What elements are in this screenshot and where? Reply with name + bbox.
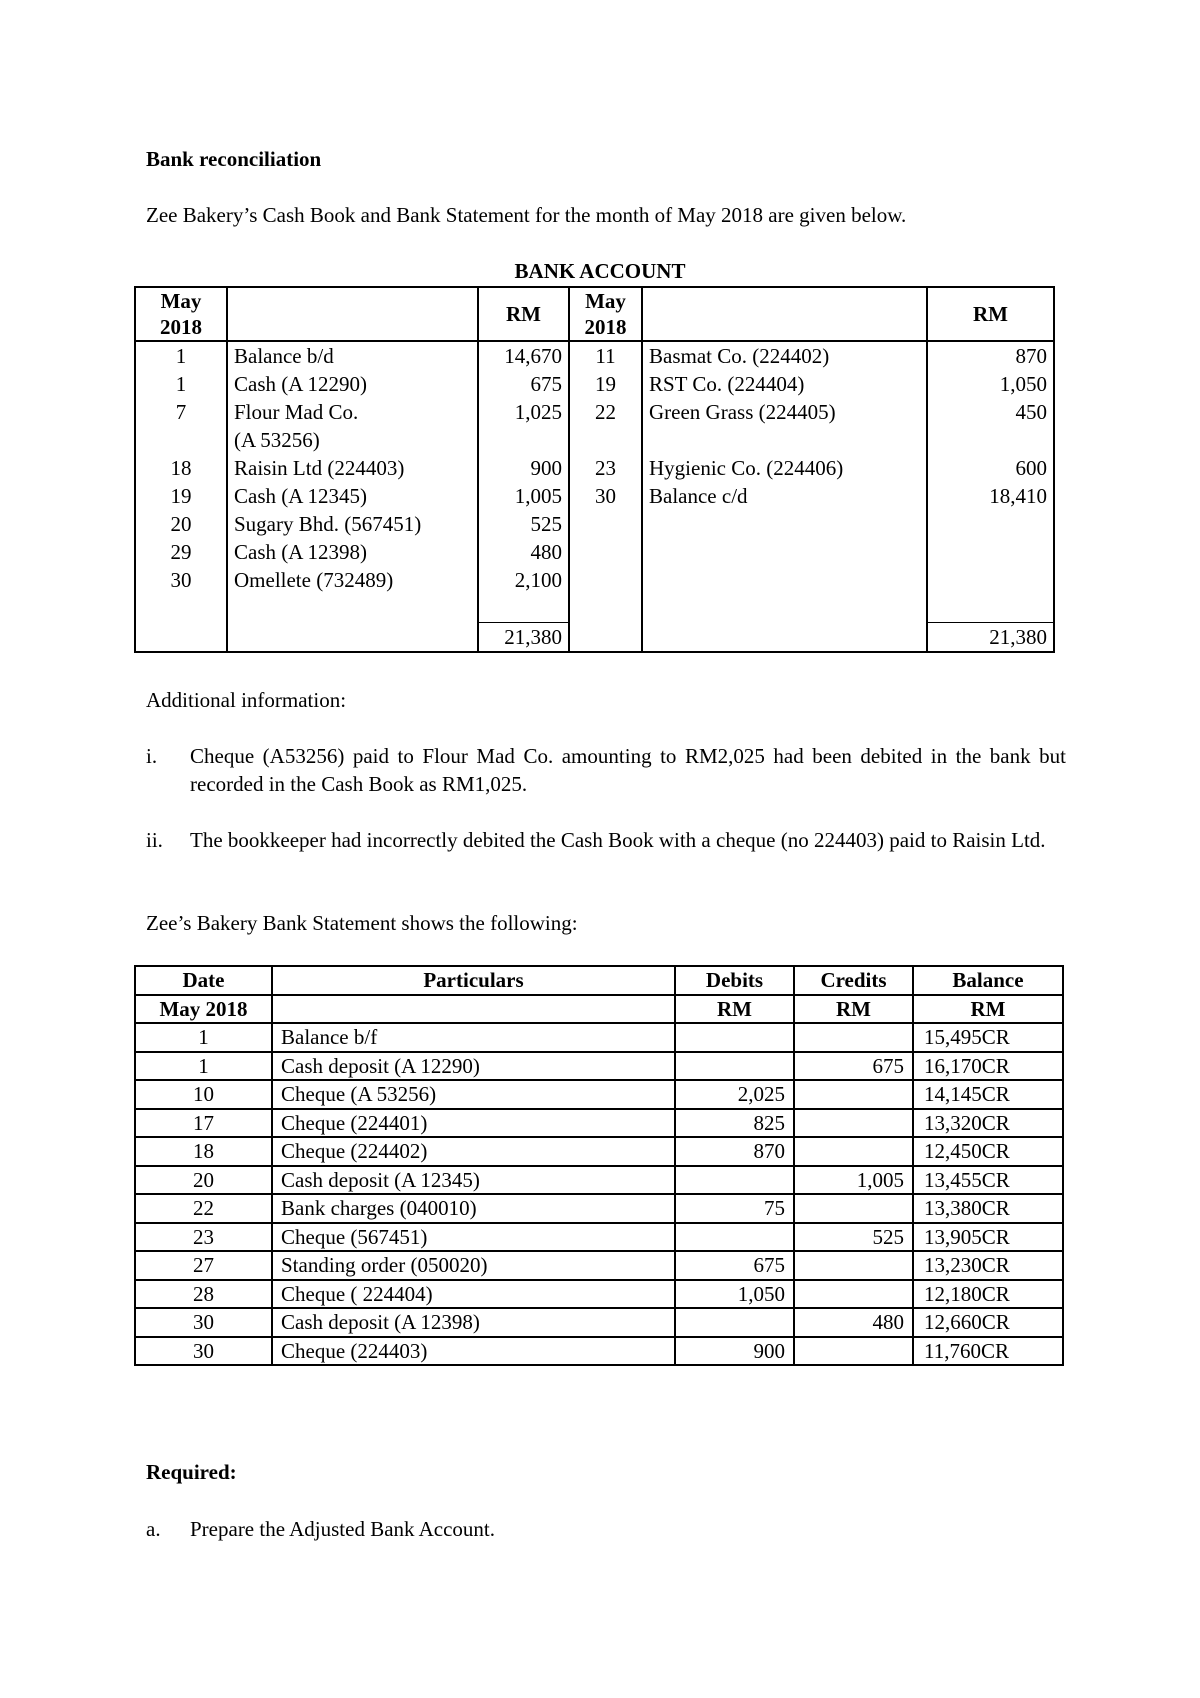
debit-date: 29 xyxy=(135,538,227,566)
credit-description xyxy=(642,566,927,594)
debit-date-header xyxy=(135,287,227,341)
statement-debit xyxy=(675,1223,794,1252)
statement-particulars: Cheque (224402) xyxy=(272,1137,675,1166)
header-month: May xyxy=(585,289,626,313)
statement-debit: 900 xyxy=(675,1337,794,1366)
account-row xyxy=(135,341,1054,370)
subheader-date: May 2018 xyxy=(135,995,272,1024)
statement-row xyxy=(135,1109,1063,1138)
credit-description xyxy=(642,426,927,454)
statement-debit: 2,025 xyxy=(675,1080,794,1109)
statement-row xyxy=(135,1251,1063,1280)
credit-description: Green Grass (224405) xyxy=(642,398,927,426)
debit-date xyxy=(135,426,227,454)
header-year: 2018 xyxy=(584,315,627,339)
debit-date: 1 xyxy=(135,370,227,398)
credit-date: 22 xyxy=(569,398,642,426)
credit-date: 19 xyxy=(569,370,642,398)
account-row xyxy=(135,482,1054,510)
statement-credit xyxy=(794,1137,913,1166)
credit-description xyxy=(642,538,927,566)
debit-date: 30 xyxy=(135,566,227,594)
statement-balance: 13,230CR xyxy=(913,1251,1063,1280)
total-blank xyxy=(642,623,927,653)
subheader-particulars xyxy=(272,995,675,1024)
credit-description: Hygienic Co. (224406) xyxy=(642,454,927,482)
statement-row xyxy=(135,1023,1063,1052)
statement-credit xyxy=(794,1109,913,1138)
statement-date: 30 xyxy=(135,1337,272,1366)
debit-description: Flour Mad Co. xyxy=(227,398,478,426)
statement-credit xyxy=(794,1023,913,1052)
account-row xyxy=(135,566,1054,594)
statement-debit xyxy=(675,1023,794,1052)
debit-amount: 2,100 xyxy=(478,566,569,594)
statement-debit xyxy=(675,1052,794,1081)
credit-amount: 870 xyxy=(927,341,1054,370)
account-spacer-row xyxy=(135,594,1054,623)
credit-date-header xyxy=(569,287,642,341)
statement-credit: 675 xyxy=(794,1052,913,1081)
debit-amount: 1,025 xyxy=(478,398,569,426)
credit-date: 11 xyxy=(569,341,642,370)
subheader-balance: RM xyxy=(913,995,1063,1024)
spacer-cell xyxy=(927,594,1054,623)
statement-balance: 11,760CR xyxy=(913,1337,1063,1366)
col-header-balance: Balance xyxy=(913,966,1063,995)
credit-description: Balance c/d xyxy=(642,482,927,510)
total-blank xyxy=(227,623,478,653)
credit-amount xyxy=(927,538,1054,566)
debit-desc-header xyxy=(227,287,478,341)
debit-amount: 675 xyxy=(478,370,569,398)
statement-debit: 870 xyxy=(675,1137,794,1166)
statement-particulars: Cash deposit (A 12345) xyxy=(272,1166,675,1195)
account-row xyxy=(135,454,1054,482)
statement-date: 28 xyxy=(135,1280,272,1309)
note-number: ii. xyxy=(146,828,163,852)
credit-desc-header xyxy=(642,287,927,341)
account-row xyxy=(135,398,1054,426)
statement-row xyxy=(135,1337,1063,1366)
credit-total: 21,380 xyxy=(927,623,1054,653)
statement-date: 27 xyxy=(135,1251,272,1280)
statement-row xyxy=(135,1308,1063,1337)
account-row xyxy=(135,538,1054,566)
debit-date: 20 xyxy=(135,510,227,538)
credit-date xyxy=(569,426,642,454)
statement-balance: 14,145CR xyxy=(913,1080,1063,1109)
subheader-credits: RM xyxy=(794,995,913,1024)
note-text: Cheque (A53256) paid to Flour Mad Co. amounting to RM2,025 had been debited in the bank but recorded in the Cash Book as RM1,025. xyxy=(190,744,1066,796)
statement-date: 17 xyxy=(135,1109,272,1138)
debit-amount: 480 xyxy=(478,538,569,566)
task-text: Prepare the Adjusted Bank Account. xyxy=(190,1517,496,1541)
statement-date: 22 xyxy=(135,1194,272,1223)
bank-statement-table xyxy=(134,965,1064,1366)
total-blank xyxy=(135,623,227,653)
credit-amount xyxy=(927,566,1054,594)
debit-amount: 525 xyxy=(478,510,569,538)
task-item xyxy=(146,1517,495,1542)
task-number: a. xyxy=(146,1517,161,1541)
statement-credit xyxy=(794,1194,913,1223)
statement-credit: 480 xyxy=(794,1308,913,1337)
statement-credit: 525 xyxy=(794,1223,913,1252)
note-item xyxy=(146,826,1066,854)
bank-account-title: BANK ACCOUNT xyxy=(514,259,686,283)
debit-amount: 1,005 xyxy=(478,482,569,510)
bank-account-table xyxy=(134,286,1055,653)
statement-row xyxy=(135,1052,1063,1081)
statement-balance: 12,660CR xyxy=(913,1308,1063,1337)
debit-date: 1 xyxy=(135,341,227,370)
credit-amount xyxy=(927,510,1054,538)
statement-particulars: Cash deposit (A 12398) xyxy=(272,1308,675,1337)
credit-date: 30 xyxy=(569,482,642,510)
header-month: May xyxy=(160,289,202,313)
statement-intro: Zee’s Bakery Bank Statement shows the following: xyxy=(146,911,578,935)
debit-date: 19 xyxy=(135,482,227,510)
credit-amount: 18,410 xyxy=(927,482,1054,510)
statement-balance: 13,905CR xyxy=(913,1223,1063,1252)
statement-balance: 12,450CR xyxy=(913,1137,1063,1166)
statement-particulars: Cheque (224403) xyxy=(272,1337,675,1366)
statement-date: 1 xyxy=(135,1023,272,1052)
statement-header-row xyxy=(135,966,1063,995)
statement-date: 23 xyxy=(135,1223,272,1252)
debit-description: Omellete (732489) xyxy=(227,566,478,594)
statement-row xyxy=(135,1137,1063,1166)
statement-subheader-row xyxy=(135,995,1063,1024)
required-label: Required: xyxy=(146,1460,237,1484)
statement-debit: 1,050 xyxy=(675,1280,794,1309)
credit-amount: 450 xyxy=(927,398,1054,426)
statement-particulars: Bank charges (040010) xyxy=(272,1194,675,1223)
credit-description xyxy=(642,510,927,538)
statement-particulars: Cheque (224401) xyxy=(272,1109,675,1138)
note-number: i. xyxy=(146,744,158,768)
debit-description: Cash (A 12398) xyxy=(227,538,478,566)
spacer-cell xyxy=(569,594,642,623)
credit-date xyxy=(569,566,642,594)
debit-description: Sugary Bhd. (567451) xyxy=(227,510,478,538)
debit-total: 21,380 xyxy=(478,623,569,653)
spacer-cell xyxy=(227,594,478,623)
col-header-debits: Debits xyxy=(675,966,794,995)
debit-description: Cash (A 12345) xyxy=(227,482,478,510)
account-row xyxy=(135,370,1054,398)
subheader-debits: RM xyxy=(675,995,794,1024)
note-item xyxy=(146,742,1066,798)
debit-description: (A 53256) xyxy=(227,426,478,454)
debit-amount: 14,670 xyxy=(478,341,569,370)
credit-amount: 600 xyxy=(927,454,1054,482)
debit-description: Raisin Ltd (224403) xyxy=(227,454,478,482)
statement-date: 30 xyxy=(135,1308,272,1337)
statement-balance: 16,170CR xyxy=(913,1052,1063,1081)
statement-date: 10 xyxy=(135,1080,272,1109)
credit-rm-header: RM xyxy=(927,287,1054,341)
credit-amount: 1,050 xyxy=(927,370,1054,398)
credit-description: Basmat Co. (224402) xyxy=(642,341,927,370)
account-row xyxy=(135,510,1054,538)
debit-date: 7 xyxy=(135,398,227,426)
account-total-row xyxy=(135,623,1054,653)
debit-description: Balance b/d xyxy=(227,341,478,370)
statement-particulars: Cheque ( 224404) xyxy=(272,1280,675,1309)
statement-particulars: Cheque (A 53256) xyxy=(272,1080,675,1109)
statement-particulars: Standing order (050020) xyxy=(272,1251,675,1280)
col-header-credits: Credits xyxy=(794,966,913,995)
debit-description: Cash (A 12290) xyxy=(227,370,478,398)
credit-description: RST Co. (224404) xyxy=(642,370,927,398)
intro-text: Zee Bakery’s Cash Book and Bank Statement for the month of May 2018 are given below. xyxy=(146,203,907,227)
credit-amount xyxy=(927,426,1054,454)
statement-row xyxy=(135,1280,1063,1309)
total-blank xyxy=(569,623,642,653)
bank-account-header-row xyxy=(135,287,1054,341)
statement-particulars: Balance b/f xyxy=(272,1023,675,1052)
statement-particulars: Cheque (567451) xyxy=(272,1223,675,1252)
credit-date: 23 xyxy=(569,454,642,482)
statement-particulars: Cash deposit (A 12290) xyxy=(272,1052,675,1081)
statement-debit xyxy=(675,1166,794,1195)
note-text: The bookkeeper had incorrectly debited the Cash Book with a cheque (no 224403) paid to Raisin Ltd. xyxy=(190,828,1046,852)
col-header-date: Date xyxy=(135,966,272,995)
spacer-cell xyxy=(642,594,927,623)
spacer-cell xyxy=(478,594,569,623)
col-header-particulars: Particulars xyxy=(272,966,675,995)
debit-date: 18 xyxy=(135,454,227,482)
debit-amount: 900 xyxy=(478,454,569,482)
statement-date: 20 xyxy=(135,1166,272,1195)
statement-credit xyxy=(794,1080,913,1109)
statement-row xyxy=(135,1080,1063,1109)
credit-date xyxy=(569,538,642,566)
statement-credit xyxy=(794,1280,913,1309)
debit-rm-header: RM xyxy=(478,287,569,341)
spacer-cell xyxy=(135,594,227,623)
statement-row xyxy=(135,1166,1063,1195)
statement-debit: 75 xyxy=(675,1194,794,1223)
statement-balance: 13,320CR xyxy=(913,1109,1063,1138)
statement-credit: 1,005 xyxy=(794,1166,913,1195)
account-row xyxy=(135,426,1054,454)
statement-balance: 15,495CR xyxy=(913,1023,1063,1052)
statement-balance: 13,455CR xyxy=(913,1166,1063,1195)
statement-date: 18 xyxy=(135,1137,272,1166)
additional-info-label: Additional information: xyxy=(146,688,347,712)
page-heading: Bank reconciliation xyxy=(146,147,322,171)
debit-amount xyxy=(478,426,569,454)
statement-credit xyxy=(794,1337,913,1366)
statement-debit xyxy=(675,1308,794,1337)
statement-date: 1 xyxy=(135,1052,272,1081)
statement-row xyxy=(135,1223,1063,1252)
statement-debit: 675 xyxy=(675,1251,794,1280)
credit-date xyxy=(569,510,642,538)
statement-row xyxy=(135,1194,1063,1223)
statement-balance: 13,380CR xyxy=(913,1194,1063,1223)
statement-debit: 825 xyxy=(675,1109,794,1138)
header-year: 2018 xyxy=(160,315,202,339)
statement-credit xyxy=(794,1251,913,1280)
statement-balance: 12,180CR xyxy=(913,1280,1063,1309)
